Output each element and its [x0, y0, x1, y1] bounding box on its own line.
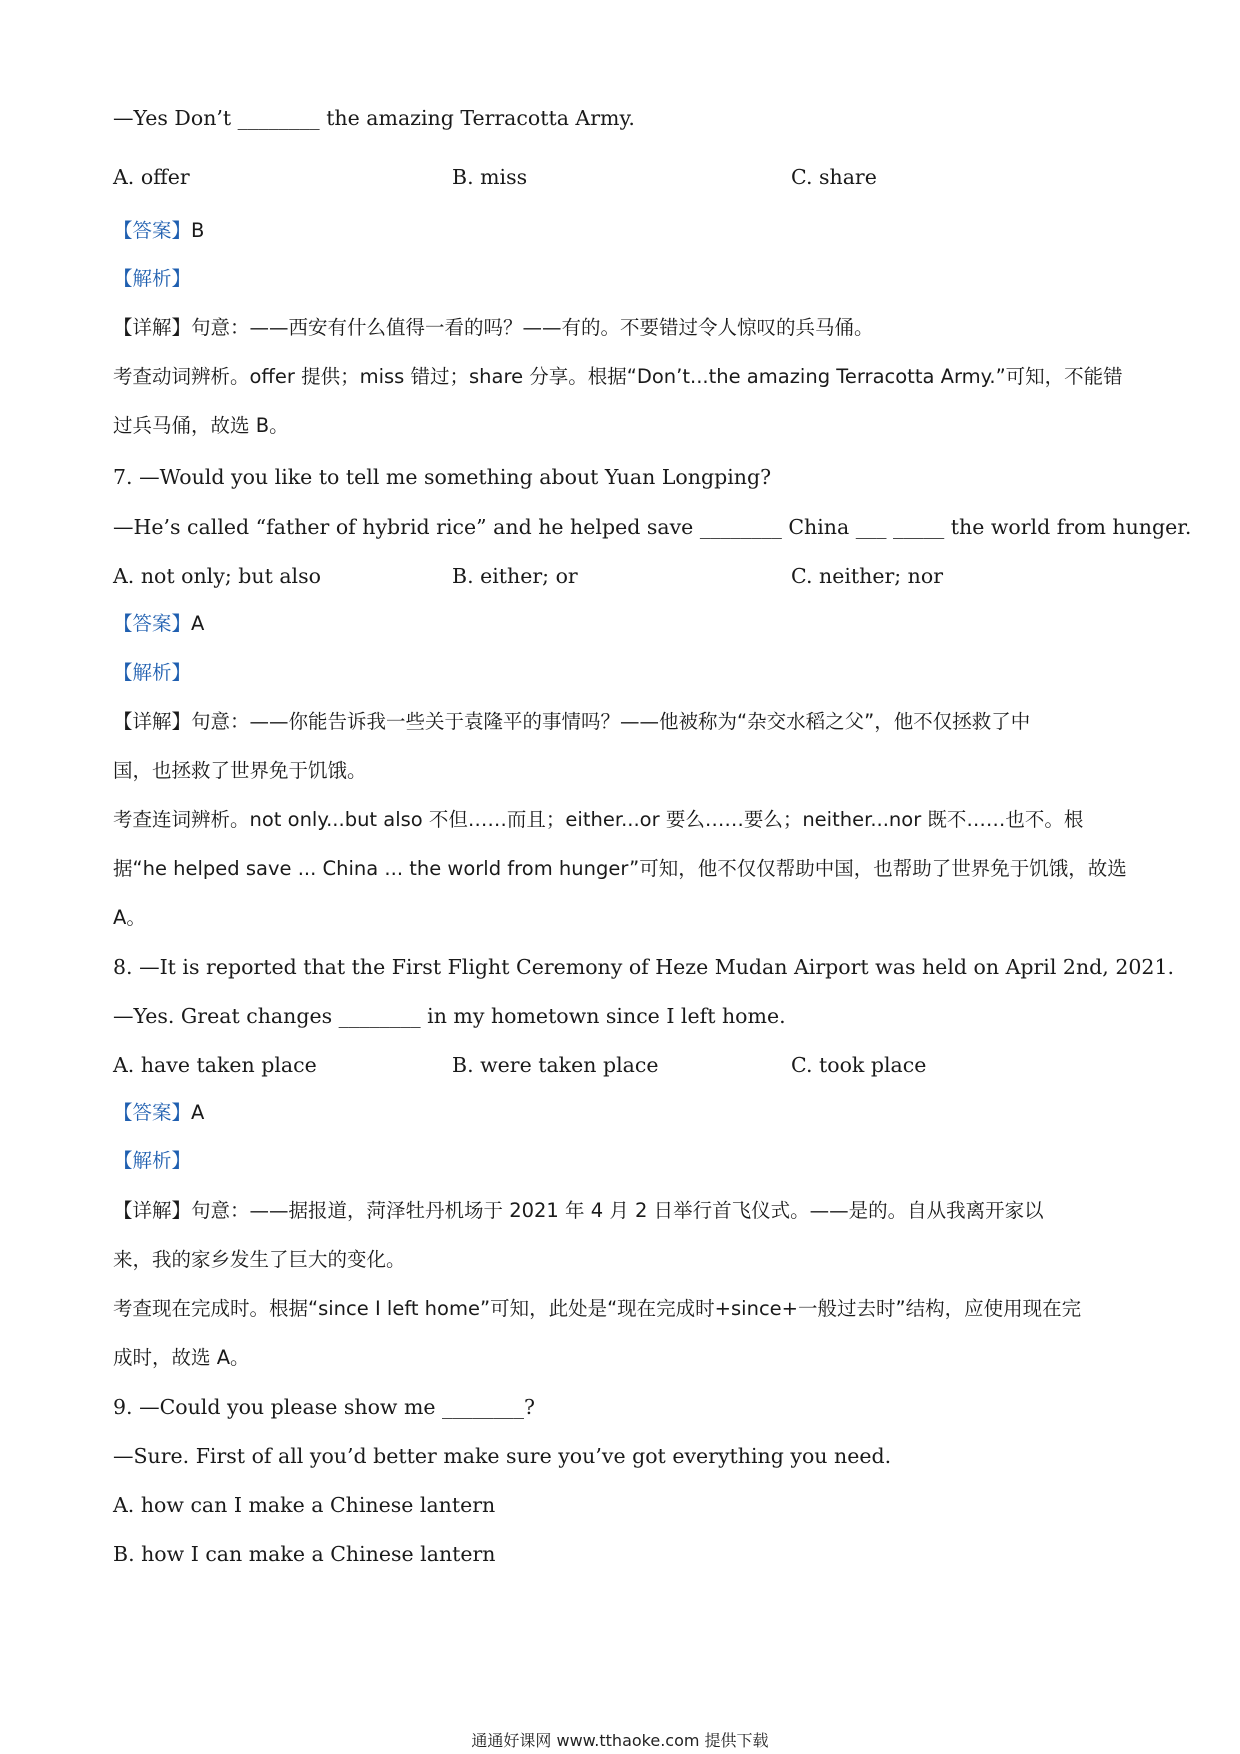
q7-analysis-label: 【解析】 [113, 661, 192, 684]
q8-detail-1: 【详解】句意：——据报道，菏泽牡丹机场于 2021 年 4 月 2 日举行首飞仪式。——是的。自从我离开家以 [113, 1199, 1044, 1222]
q6-answer [113, 216, 1143, 246]
q6-detail-2: 考查动词辨析。offer 提供；miss 错过；share 分享。根据“Don’t...the amazing Terracotta Army.”可知，不能错 [113, 365, 1123, 388]
q8-option-a: A. have taken place [113, 1053, 317, 1077]
q9-question: 9. —Could you please show me ________? [113, 1395, 536, 1419]
q8-analysis-label: 【解析】 [113, 1149, 192, 1172]
q8-question: 8. —It is reported that the First Flight Ceremony of Heze Mudan Airport was held on April 2nd, 2021. [113, 955, 1175, 979]
q6-answer-line: —Yes Don’t ________ the amazing Terracotta Army. [113, 106, 635, 130]
answer-label: 【答案】 [113, 612, 192, 635]
q7-question: 7. —Would you like to tell me something about Yuan Longping? [113, 465, 772, 489]
q8-detail-3: 考查现在完成时。根据“since I left home”可知，此处是“现在完成时+since+一般过去时”结构，应使用现在完 [113, 1297, 1082, 1320]
q6-detail-3: 过兵马俑，故选 B。 [113, 414, 289, 437]
q6-option-c: C. share [791, 165, 877, 189]
q7-detail-5: A。 [113, 906, 146, 929]
q7-option-a: A. not only; but also [113, 564, 321, 588]
q8-detail-4: 成时，故选 A。 [113, 1346, 250, 1369]
page-footer: 通通好课网 www.tthaoke.com 提供下载 [471, 1731, 769, 1750]
answer-value: A [191, 612, 205, 635]
answer-value: A [191, 1101, 205, 1124]
q8-options [113, 1050, 1143, 1080]
q8-answer-line: —Yes. Great changes ________ in my hometown since I left home. [113, 1004, 786, 1028]
answer-label: 【答案】 [113, 219, 192, 242]
q7-detail-3: 考查连词辨析。not only...but also 不但……而且；either...or 要么……要么；neither...nor 既不……也不。根 [113, 808, 1084, 831]
q8-answer [113, 1098, 1143, 1128]
q9-option-b: B. how I can make a Chinese lantern [113, 1542, 496, 1566]
answer-label: 【答案】 [113, 1101, 192, 1124]
q8-detail-2: 来，我的家乡发生了巨大的变化。 [113, 1248, 406, 1271]
q7-answer [113, 609, 1143, 639]
q7-answer-line: —He’s called “father of hybrid rice” and he helped save ________ China ___ _____ the world from hunger. [113, 515, 1192, 539]
q7-option-c: C. neither; nor [791, 564, 944, 588]
q9-option-a: A. how can I make a Chinese lantern [113, 1493, 496, 1517]
q9-answer-line: —Sure. First of all you’d better make sure you’ve got everything you need. [113, 1444, 892, 1468]
q6-detail-1: 【详解】句意：——西安有什么值得一看的吗？——有的。不要错过令人惊叹的兵马俑。 [113, 316, 874, 339]
q6-analysis-label: 【解析】 [113, 267, 192, 290]
q8-option-c: C. took place [791, 1053, 927, 1077]
q7-options [113, 561, 1143, 591]
q7-detail-1: 【详解】句意：——你能告诉我一些关于袁隆平的事情吗？——他被称为“杂交水稻之父”，他不仅拯救了中 [113, 710, 1031, 733]
q7-detail-2: 国，也拯救了世界免于饥饿。 [113, 759, 367, 782]
q6-options [113, 162, 1143, 192]
q6-option-b: B. miss [452, 165, 528, 189]
q7-detail-4: 据“he helped save ... China ... the world from hunger”可知，他不仅仅帮助中国，也帮助了世界免于饥饿，故选 [113, 857, 1127, 880]
q7-option-b: B. either; or [452, 564, 578, 588]
q6-option-a: A. offer [113, 165, 190, 189]
answer-value: B [191, 219, 205, 242]
q8-option-b: B. were taken place [452, 1053, 659, 1077]
